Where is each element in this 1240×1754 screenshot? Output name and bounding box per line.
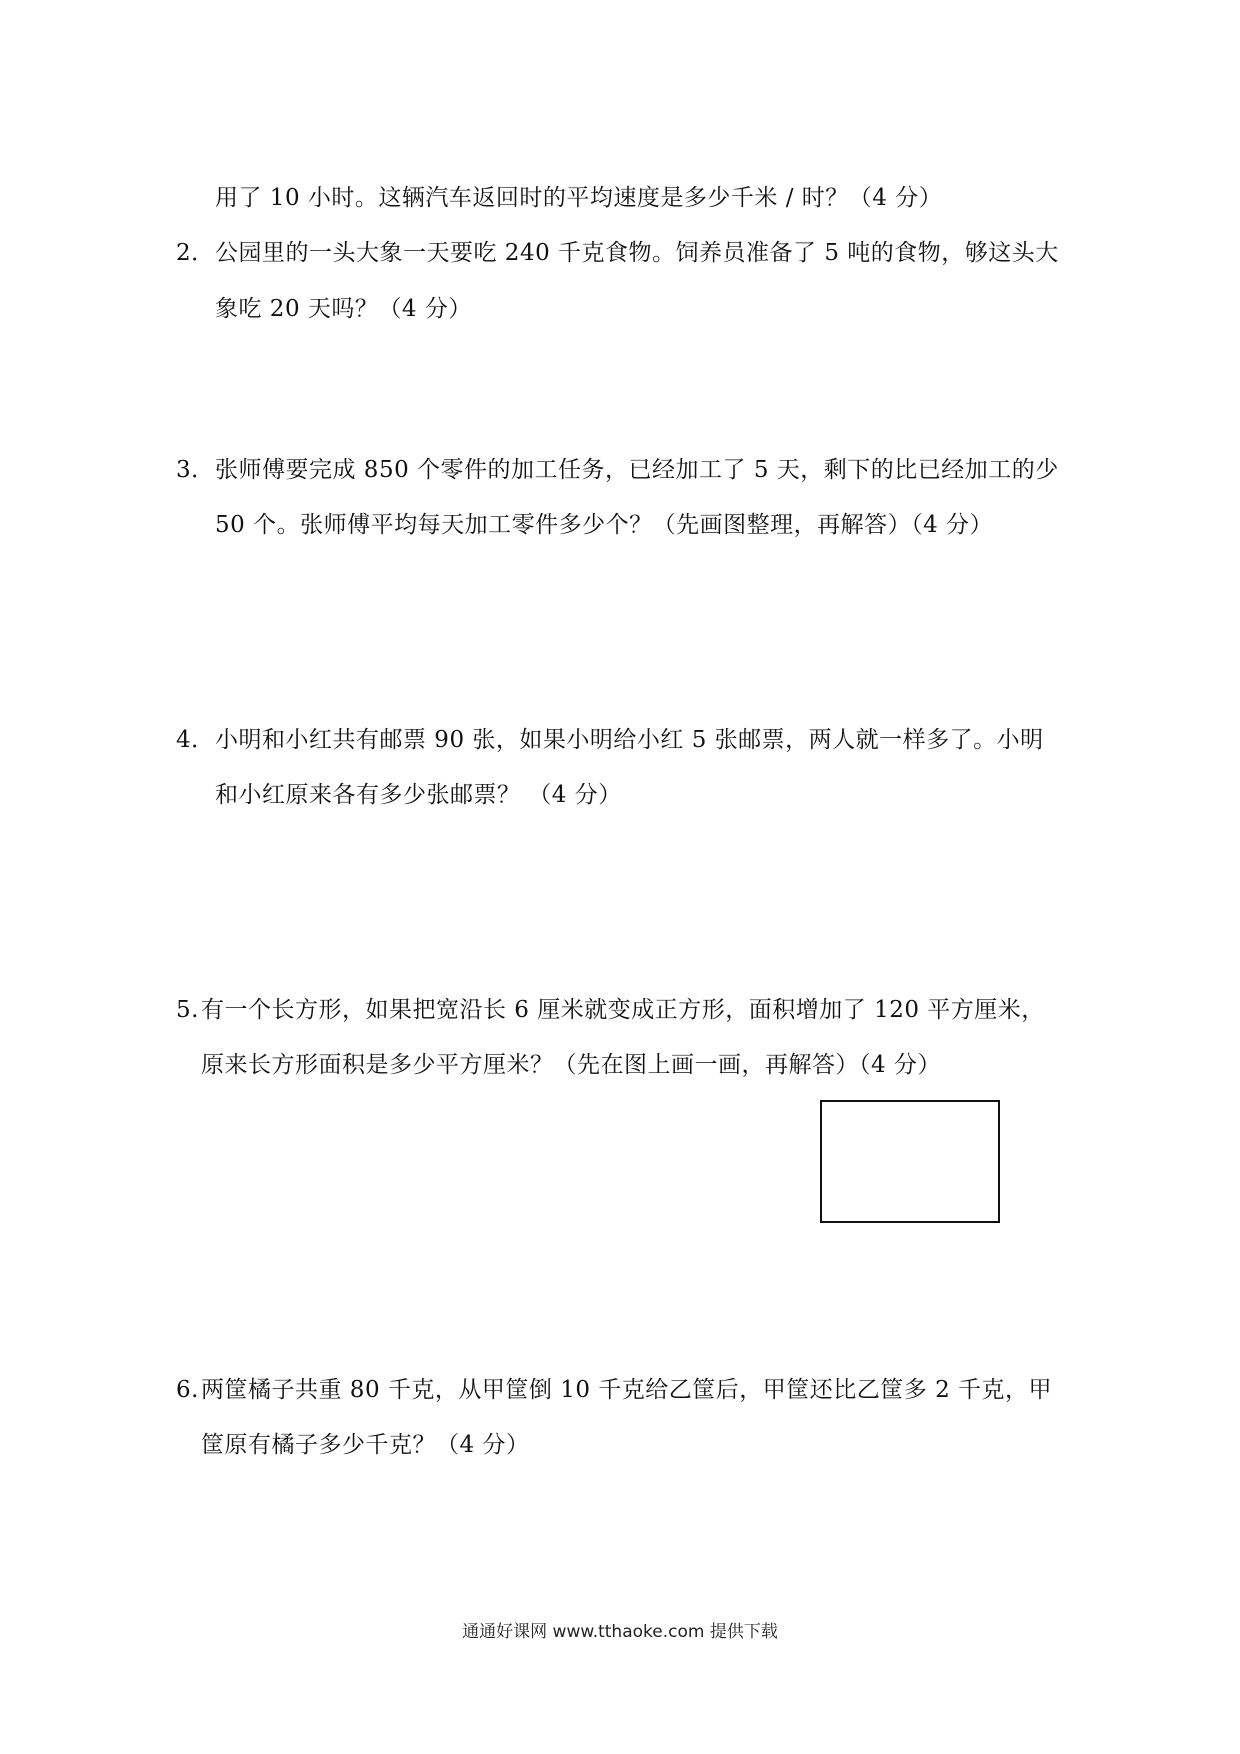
question-3-number: 3．	[176, 457, 215, 483]
question-5-number: 5.	[176, 997, 199, 1023]
question-5-line-1: 有一个长方形，如果把宽沿长 6 厘米就变成正方形，面积增加了 120 平方厘米，	[201, 997, 1045, 1023]
question-2-line-2: 象吃 20 天吗？（4 分）	[215, 296, 472, 322]
question-6-number: 6.	[176, 1377, 199, 1403]
question-4-line-1: 小明和小红共有邮票 90 张，如果小明给小红 5 张邮票，两人就一样多了。小明	[215, 727, 1044, 753]
question-5-line-2: 原来长方形面积是多少平方厘米？（先在图上画一画，再解答）（4 分）	[201, 1052, 941, 1078]
question-1-line-2: 用了 10 小时。这辆汽车返回时的平均速度是多少千米 / 时？（4 分）	[215, 185, 943, 211]
question-6-line-2: 筐原有橘子多少千克？（4 分）	[201, 1432, 530, 1458]
question-4-line-2: 和小红原来各有多少张邮票？ （4 分）	[215, 782, 622, 808]
question-2-number: 2．	[176, 240, 215, 266]
rectangle-drawing	[820, 1100, 1000, 1223]
question-4-number: 4．	[176, 727, 215, 753]
question-2-line-1: 公园里的一头大象一天要吃 240 千克食物。饲养员准备了 5 吨的食物，够这头大	[215, 240, 1059, 266]
question-3-line-1: 张师傅要完成 850 个零件的加工任务，已经加工了 5 天，剩下的比已经加工的少	[215, 457, 1059, 483]
question-6-line-1: 两筐橘子共重 80 千克，从甲筐倒 10 千克给乙筐后，甲筐还比乙筐多 2 千克，甲	[201, 1377, 1053, 1403]
question-3-line-2: 50 个。张师傅平均每天加工零件多少个？（先画图整理，再解答）（4 分）	[215, 512, 994, 538]
page-footer: 通通好课网 www.tthaoke.com 提供下载	[462, 1622, 778, 1642]
